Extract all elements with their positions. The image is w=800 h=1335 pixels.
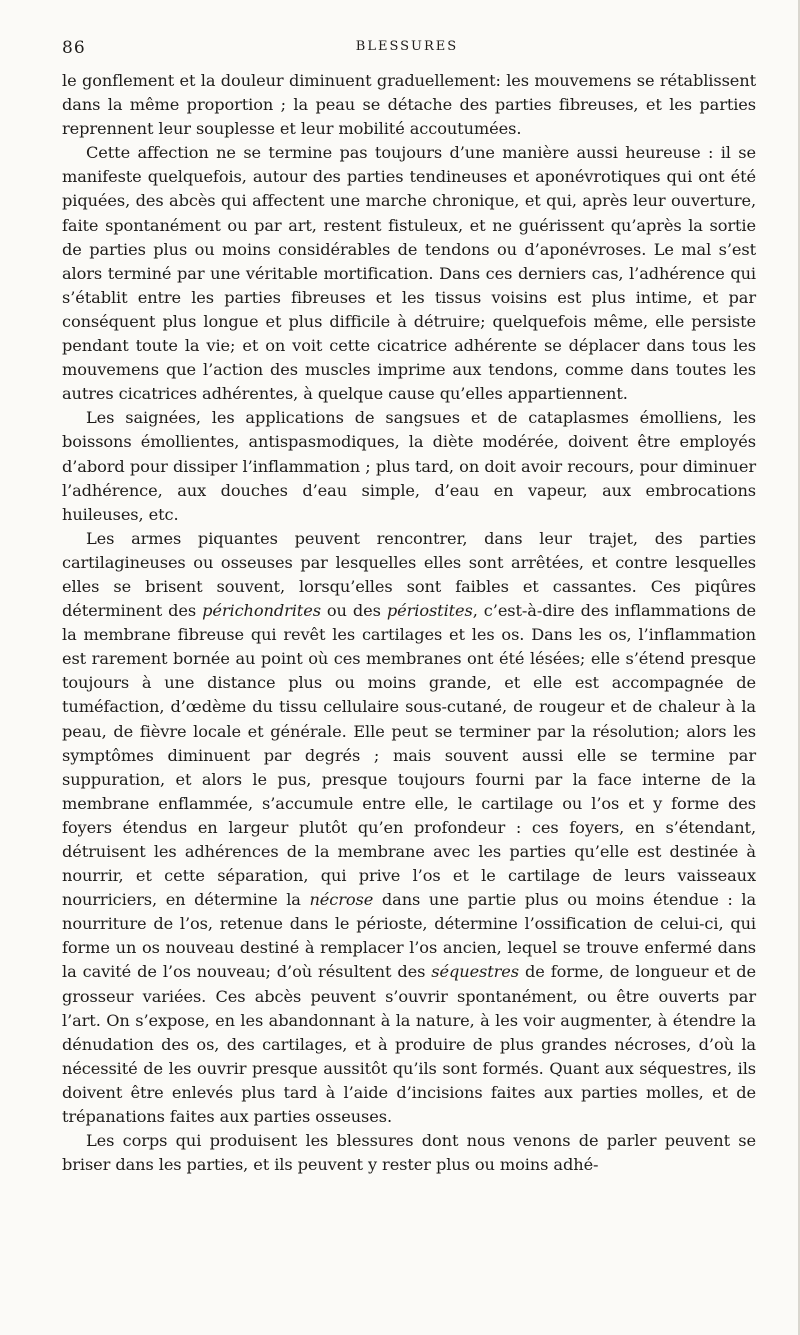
italic-term: séquestres — [431, 962, 519, 982]
paragraph — [62, 527, 756, 1129]
paragraph — [62, 406, 756, 526]
text-run: Les saignées, les applications de sangsues et de cataplasmes émolliens, les boissons émollientes, antispasmodiques, la diète modérée, doivent être employés d’abord pour dissiper l’inflammation ; plus tard, on doit avoir recours, pour diminuer l’adhérence, aux douches d’eau simple, d’eau en vapeur, aux embrocations huileuses, etc. — [62, 408, 756, 524]
page-number: 86 — [62, 38, 86, 58]
italic-term: nécrose — [309, 890, 374, 910]
text-run: de forme, de longueur et de grosseur variées. Ces abcès peuvent s’ouvrir spontanément, ou être ouverts par l’art. On s’expose, en les abandonnant à la nature, à les voir augmenter, à étendre la dénudation des os, des cartilages, et à produire de plus grandes nécroses, d’où la nécessité de les ouvrir presque aussitôt qu’ils sont formés. Quant aux séquestres, ils doivent être enlevés plus tard à l’aide d’incisions faites aux parties molles, et de trépanations faites aux parties osseuses. — [62, 962, 756, 1127]
body-text — [62, 69, 756, 1177]
running-title: BLESSURES — [355, 39, 459, 54]
text-run: le gonflement et la douleur diminuent graduellement: les mouvemens se rétablissent dans la même proportion ; la peau se détache des parties fibreuses, et les parties reprennent leur souplesse et leur mobilité accoutumées. — [62, 71, 756, 139]
paragraph — [62, 69, 756, 141]
paragraph — [62, 141, 756, 406]
text-run: Cette affection ne se termine pas toujours d’une manière aussi heureuse : il se manifeste quelquefois, autour des parties tendineuses et aponévrotiques qui ont été piquées, des abcès qui affectent une marche chronique, et qui, après leur ouverture, faite spontanément ou par art, restent fistuleux, et ne guérissent qu’après la sortie de parties plus ou moins considérables de tendons ou d’aponévroses. Le mal s’est alors terminé par une véritable mortification. Dans ces derniers cas, l’adhérence qui s’établit entre les parties fibreuses et les tissus voisins est plus intime, et par conséquent plus longue et plus difficile à détruire; quelquefois même, elle persiste pendant toute la vie; et on voit cette cicatrice adhérente se déplacer dans tous les mouvemens que l’action des muscles imprime aux tendons, comme dans toutes les autres cicatrices adhérentes, à quelque cause qu’elles appartiennent. — [62, 143, 756, 404]
text-run: ou des — [320, 601, 387, 621]
paragraph — [62, 1129, 756, 1177]
text-run: , c’est-à-dire des inflammations de la membrane fibreuse qui revêt les cartilages et les os. Dans les os, l’inflammation est rarement bornée au point où ces membranes ont été lésées; elle s’étend presque toujours à une distance plus ou moins grande, et elle est accompagnée de tuméfaction, d’œdème du tissu cellulaire sous-cutané, de rougeur et de chaleur à la peau, de fièvre locale et générale. Elle peut se terminer par la résolution; alors les symptômes diminuent par degrés ; mais souvent aussi elle se termine par suppuration, et alors le pus, presque toujours fourni par la face interne de la membrane enflammée, s’accumule entre elle, le cartilage ou l’os et y forme des foyers étendus en largeur plutôt qu’en profondeur : ces foyers, en s’étendant, détruisent les adhérences de la membrane avec les parties qu’elle est destinée à nourrir, et cette séparation, qui prive l’os et le cartilage de leurs vaisseaux nourriciers, en détermine la — [62, 601, 757, 910]
italic-term: périchondrites — [202, 601, 321, 621]
page-header — [62, 38, 752, 60]
italic-term: périostites — [386, 601, 473, 621]
text-run: Les armes piquantes peuvent rencontrer, dans leur trajet, des parties cartilagineuses ou osseuses par lesquelles elles sont arrêtées, et contre lesquelles elles se brisent souvent, lorsqu’elles sont faibles et cassantes. Ces piqûres déterminent des — [62, 528, 756, 621]
text-run: dans une partie plus ou moins étendue : la nourriture de l’os, retenue dans le périoste, détermine l’ossification de celui-ci, qui forme un os nouveau destiné à remplacer l’os ancien, lequel se trouve enfermé dans la cavité de l’os nouveau; d’où résultent des — [62, 890, 757, 982]
text-run: Les corps qui produisent les blessures dont nous venons de parler peuvent se briser dans les parties, et ils peuvent y rester plus ou moins adhé- — [62, 1131, 756, 1175]
